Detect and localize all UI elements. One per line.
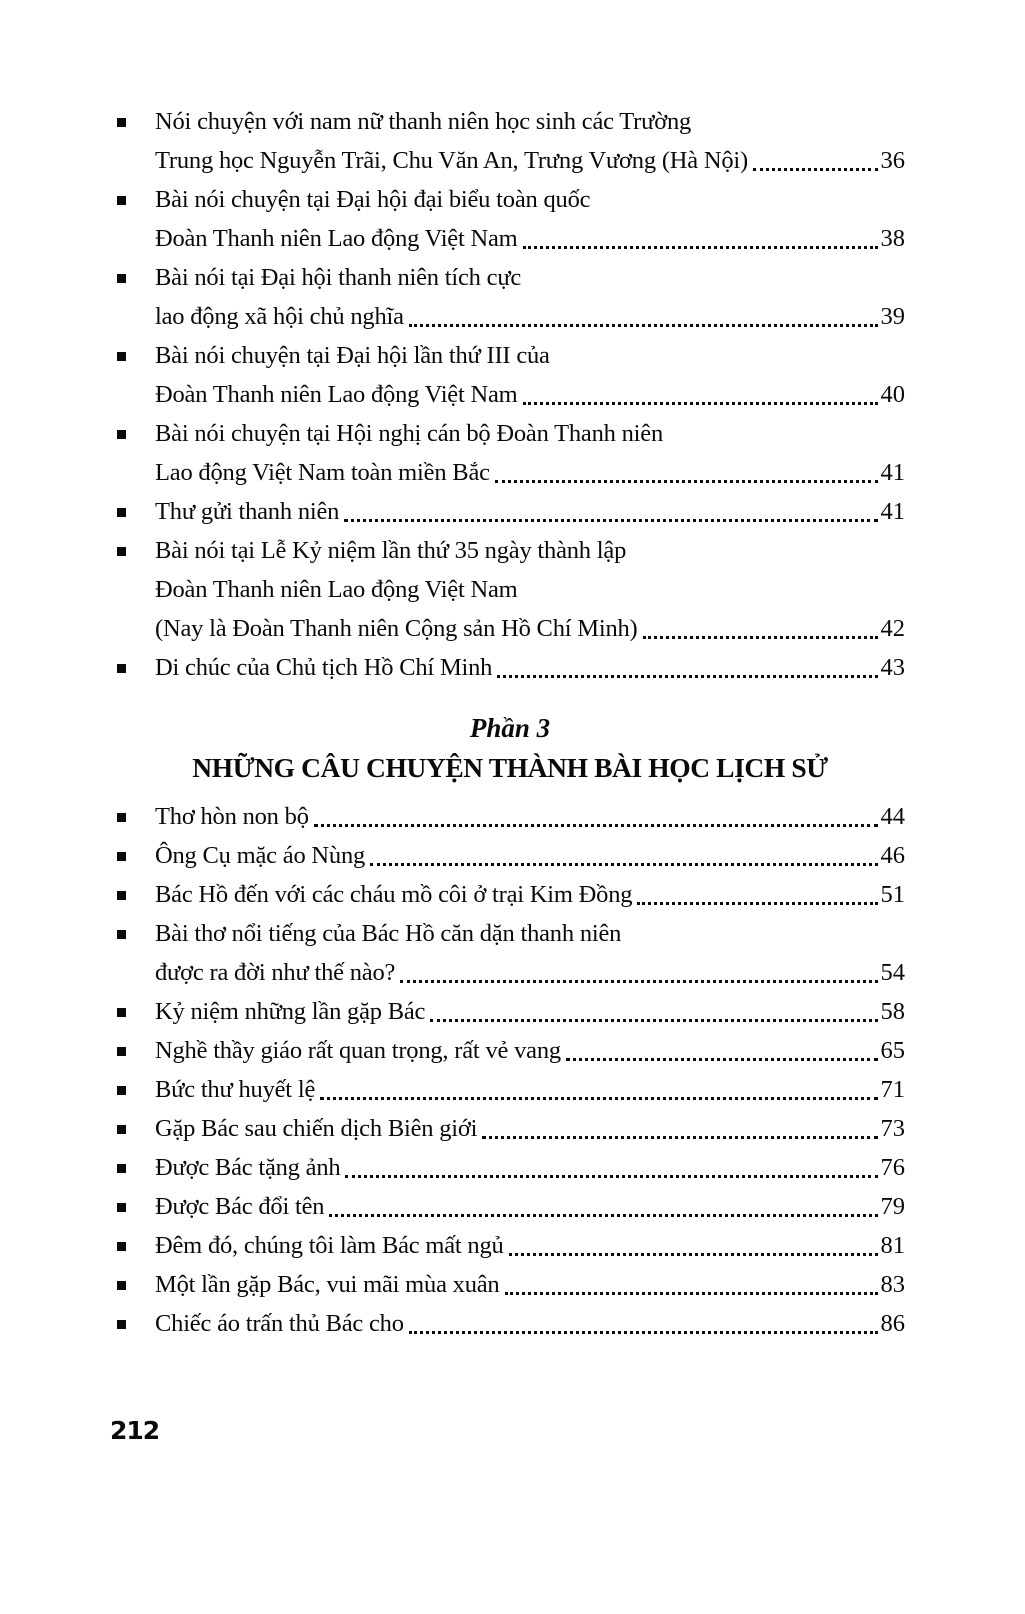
toc-entry-lines — [155, 102, 905, 180]
toc-entry — [115, 1304, 905, 1343]
toc-page-number: 40 — [880, 381, 905, 408]
toc-entry — [115, 836, 905, 875]
toc-entry-line — [155, 219, 905, 258]
toc-entry — [115, 180, 905, 258]
toc-entry — [115, 258, 905, 336]
bullet-square-icon — [115, 648, 155, 687]
toc-entry-lines — [155, 648, 905, 687]
toc-entry-title: Đoàn Thanh niên Lao động Việt Nam — [155, 381, 518, 408]
toc-entry — [115, 914, 905, 992]
toc-entry-lines — [155, 258, 905, 336]
bullet-square-icon — [115, 1031, 155, 1070]
toc-entry-lines — [155, 992, 905, 1031]
toc-entry-line — [155, 875, 905, 914]
toc-entry-title: Nói chuyện với nam nữ thanh niên học sinh các Trường — [155, 108, 692, 135]
dot-leader — [753, 168, 878, 171]
toc-entry-title: Bài nói chuyện tại Đại hội lần thứ III của — [155, 342, 550, 369]
bullet-square-icon — [115, 914, 155, 953]
toc-page-number: 46 — [880, 842, 905, 869]
toc-entry-line — [155, 1031, 905, 1070]
toc-page-number: 38 — [880, 225, 905, 252]
toc-entry-line — [155, 836, 905, 875]
toc-entry — [115, 1187, 905, 1226]
dot-leader — [497, 675, 877, 678]
dot-leader — [495, 480, 878, 483]
toc-entry-lines — [155, 1031, 905, 1070]
toc-entry — [115, 797, 905, 836]
toc-entry-title: lao động xã hội chủ nghĩa — [155, 303, 404, 330]
toc-entry — [115, 1031, 905, 1070]
toc-entry-title: Ông Cụ mặc áo Nùng — [155, 842, 366, 869]
toc-entry-line — [155, 1148, 905, 1187]
toc-page-number: 54 — [880, 959, 905, 986]
toc-entry-line — [155, 1265, 905, 1304]
bullet-square-icon — [115, 336, 155, 375]
toc-page-number: 58 — [880, 998, 905, 1025]
toc-entry-line — [155, 1070, 905, 1109]
toc-entry-title: Bài nói chuyện tại Đại hội đại biểu toàn quốc — [155, 186, 591, 213]
toc-entry-title: Bức thư huyết lệ — [155, 1076, 316, 1103]
toc-page-number: 83 — [880, 1271, 905, 1298]
toc-entry-title: Lao động Việt Nam toàn miền Bắc — [155, 459, 490, 486]
toc-page-number: 41 — [880, 498, 905, 525]
toc-entry-lines — [155, 414, 905, 492]
dot-leader — [523, 402, 878, 405]
toc-entry-title: Nghề thầy giáo rất quan trọng, rất vẻ vang — [155, 1037, 561, 1064]
toc-page-number: 81 — [880, 1232, 905, 1259]
toc-entry — [115, 1070, 905, 1109]
toc-entry-lines — [155, 1187, 905, 1226]
toc-entry-title: Bài thơ nổi tiếng của Bác Hồ căn dặn thanh niên — [155, 920, 622, 947]
toc-entry-title: Được Bác tặng ảnh — [155, 1154, 341, 1181]
bullet-square-icon — [115, 1226, 155, 1265]
bullet-square-icon — [115, 180, 155, 219]
toc-entry-title: Thư gửi thanh niên — [155, 498, 340, 525]
toc-entry — [115, 992, 905, 1031]
toc-entry-title: Bài nói tại Đại hội thanh niên tích cực — [155, 264, 522, 291]
toc-entry-line — [155, 992, 905, 1031]
toc-page-number: 39 — [880, 303, 905, 330]
bullet-square-icon — [115, 797, 155, 836]
toc-entry — [115, 875, 905, 914]
section-title: NHỮNG CÂU CHUYỆN THÀNH BÀI HỌC LỊCH SỬ — [192, 752, 828, 783]
toc-entry-title: Thơ hòn non bộ — [155, 803, 309, 830]
toc-entry — [115, 531, 905, 648]
toc-entry-title: (Nay là Đoàn Thanh niên Cộng sản Hồ Chí Minh) — [155, 615, 638, 642]
toc-entry-title: Gặp Bác sau chiến dịch Biên giới — [155, 1115, 478, 1142]
toc-entry-title: Đêm đó, chúng tôi làm Bác mất ngủ — [155, 1232, 504, 1259]
dot-leader — [345, 1175, 877, 1178]
toc-entry — [115, 414, 905, 492]
toc-page-number: 73 — [880, 1115, 905, 1142]
toc-entry-lines — [155, 1070, 905, 1109]
toc-entry — [115, 492, 905, 531]
toc-entry-title: Kỷ niệm những lần gặp Bác — [155, 998, 426, 1025]
bullet-square-icon — [115, 531, 155, 570]
toc-page-number: 71 — [880, 1076, 905, 1103]
toc-entry-title: Đoàn Thanh niên Lao động Việt Nam — [155, 225, 518, 252]
bullet-square-icon — [115, 875, 155, 914]
toc-entry-line — [155, 492, 905, 531]
toc-entry-line — [155, 375, 905, 414]
toc-entry-line — [155, 648, 905, 687]
toc-entry — [115, 1148, 905, 1187]
toc-entry-line — [155, 141, 905, 180]
toc-entry — [115, 1265, 905, 1304]
toc-entry-lines — [155, 1148, 905, 1187]
toc-page-number: 41 — [880, 459, 905, 486]
bullet-square-icon — [115, 1148, 155, 1187]
toc-entry-lines — [155, 914, 905, 992]
toc-entry-lines — [155, 1226, 905, 1265]
dot-leader — [400, 980, 877, 983]
toc-entry-lines — [155, 492, 905, 531]
toc-entry-lines — [155, 836, 905, 875]
toc-page-number: 76 — [880, 1154, 905, 1181]
dot-leader — [505, 1292, 878, 1295]
bullet-square-icon — [115, 992, 155, 1031]
toc-entry-line — [155, 453, 905, 492]
toc-entry-line — [155, 609, 905, 648]
toc-page-number: 43 — [880, 654, 905, 681]
toc-entry-line — [155, 914, 905, 953]
dot-leader — [409, 324, 878, 327]
dot-leader — [523, 246, 878, 249]
toc-entry — [115, 1226, 905, 1265]
bullet-square-icon — [115, 1109, 155, 1148]
dot-leader — [430, 1019, 877, 1022]
toc-entry-line — [155, 336, 905, 375]
toc-page-number: 86 — [880, 1310, 905, 1337]
toc-entry-line — [155, 1187, 905, 1226]
toc-entry-lines — [155, 531, 905, 648]
dot-leader — [482, 1136, 877, 1139]
toc-entry-line — [155, 102, 905, 141]
toc-entry — [115, 648, 905, 687]
toc-entry-line — [155, 953, 905, 992]
toc-entry-title: Bác Hồ đến với các cháu mồ côi ở trại Kim Đồng — [155, 881, 633, 908]
bullet-square-icon — [115, 1265, 155, 1304]
toc-entry-lines — [155, 1109, 905, 1148]
dot-leader — [344, 519, 877, 522]
dot-leader — [320, 1097, 877, 1100]
toc-entry-line — [155, 797, 905, 836]
toc-entry-line — [155, 570, 905, 609]
bullet-square-icon — [115, 102, 155, 141]
toc-entry-lines — [155, 180, 905, 258]
bullet-square-icon — [115, 1187, 155, 1226]
toc-entry-line — [155, 1226, 905, 1265]
bullet-square-icon — [115, 258, 155, 297]
bullet-square-icon — [115, 1070, 155, 1109]
footer-page-number: 212 — [110, 1416, 160, 1445]
toc-entry-lines — [155, 1304, 905, 1343]
dot-leader — [637, 902, 877, 905]
toc-entry-line — [155, 297, 905, 336]
bullet-square-icon — [115, 414, 155, 453]
toc-page-number: 44 — [880, 803, 905, 830]
toc-entry-lines — [155, 1265, 905, 1304]
toc-entry-title: Bài nói tại Lễ Kỷ niệm lần thứ 35 ngày thành lập — [155, 537, 627, 564]
bullet-square-icon — [115, 836, 155, 875]
bullet-square-icon — [115, 1304, 155, 1343]
dot-leader — [409, 1331, 878, 1334]
dot-leader — [509, 1253, 878, 1256]
dot-leader — [643, 636, 878, 639]
section-part-label: Phần 3 — [469, 713, 551, 743]
dot-leader — [314, 824, 878, 827]
toc-entry-title: Đoàn Thanh niên Lao động Việt Nam — [155, 576, 518, 603]
toc-page-number: 65 — [880, 1037, 905, 1064]
bullet-square-icon — [115, 492, 155, 531]
toc-entry-title: Trung học Nguyễn Trãi, Chu Văn An, Trưng Vương (Hà Nội) — [155, 147, 748, 174]
section-heading — [115, 708, 905, 788]
toc-entry-line — [155, 414, 905, 453]
toc-content — [115, 102, 905, 1343]
toc-entry-line — [155, 180, 905, 219]
toc-entry-lines — [155, 875, 905, 914]
toc-entry — [115, 102, 905, 180]
toc-entry-line — [155, 531, 905, 570]
toc-entry-title: Bài nói chuyện tại Hội nghị cán bộ Đoàn Thanh niên — [155, 420, 664, 447]
dot-leader — [566, 1058, 878, 1061]
toc-page-number: 36 — [880, 147, 905, 174]
toc-entry-line — [155, 1304, 905, 1343]
toc-entry-line — [155, 258, 905, 297]
toc-entry-title: Một lần gặp Bác, vui mãi mùa xuân — [155, 1271, 500, 1298]
dot-leader — [329, 1214, 877, 1217]
toc-page-number: 42 — [880, 615, 905, 642]
toc-page-number: 79 — [880, 1193, 905, 1220]
toc-entry-title: Di chúc của Chủ tịch Hồ Chí Minh — [155, 654, 493, 681]
toc-entry-lines — [155, 797, 905, 836]
toc-entry — [115, 336, 905, 414]
toc-entry-title: Được Bác đổi tên — [155, 1193, 325, 1220]
toc-entry-title: được ra đời như thế nào? — [155, 959, 396, 986]
toc-page-number: 51 — [880, 881, 905, 908]
dot-leader — [370, 863, 877, 866]
toc-entry-lines — [155, 336, 905, 414]
toc-entry — [115, 1109, 905, 1148]
toc-entry-line — [155, 1109, 905, 1148]
toc-entry-title: Chiếc áo trấn thủ Bác cho — [155, 1310, 404, 1337]
